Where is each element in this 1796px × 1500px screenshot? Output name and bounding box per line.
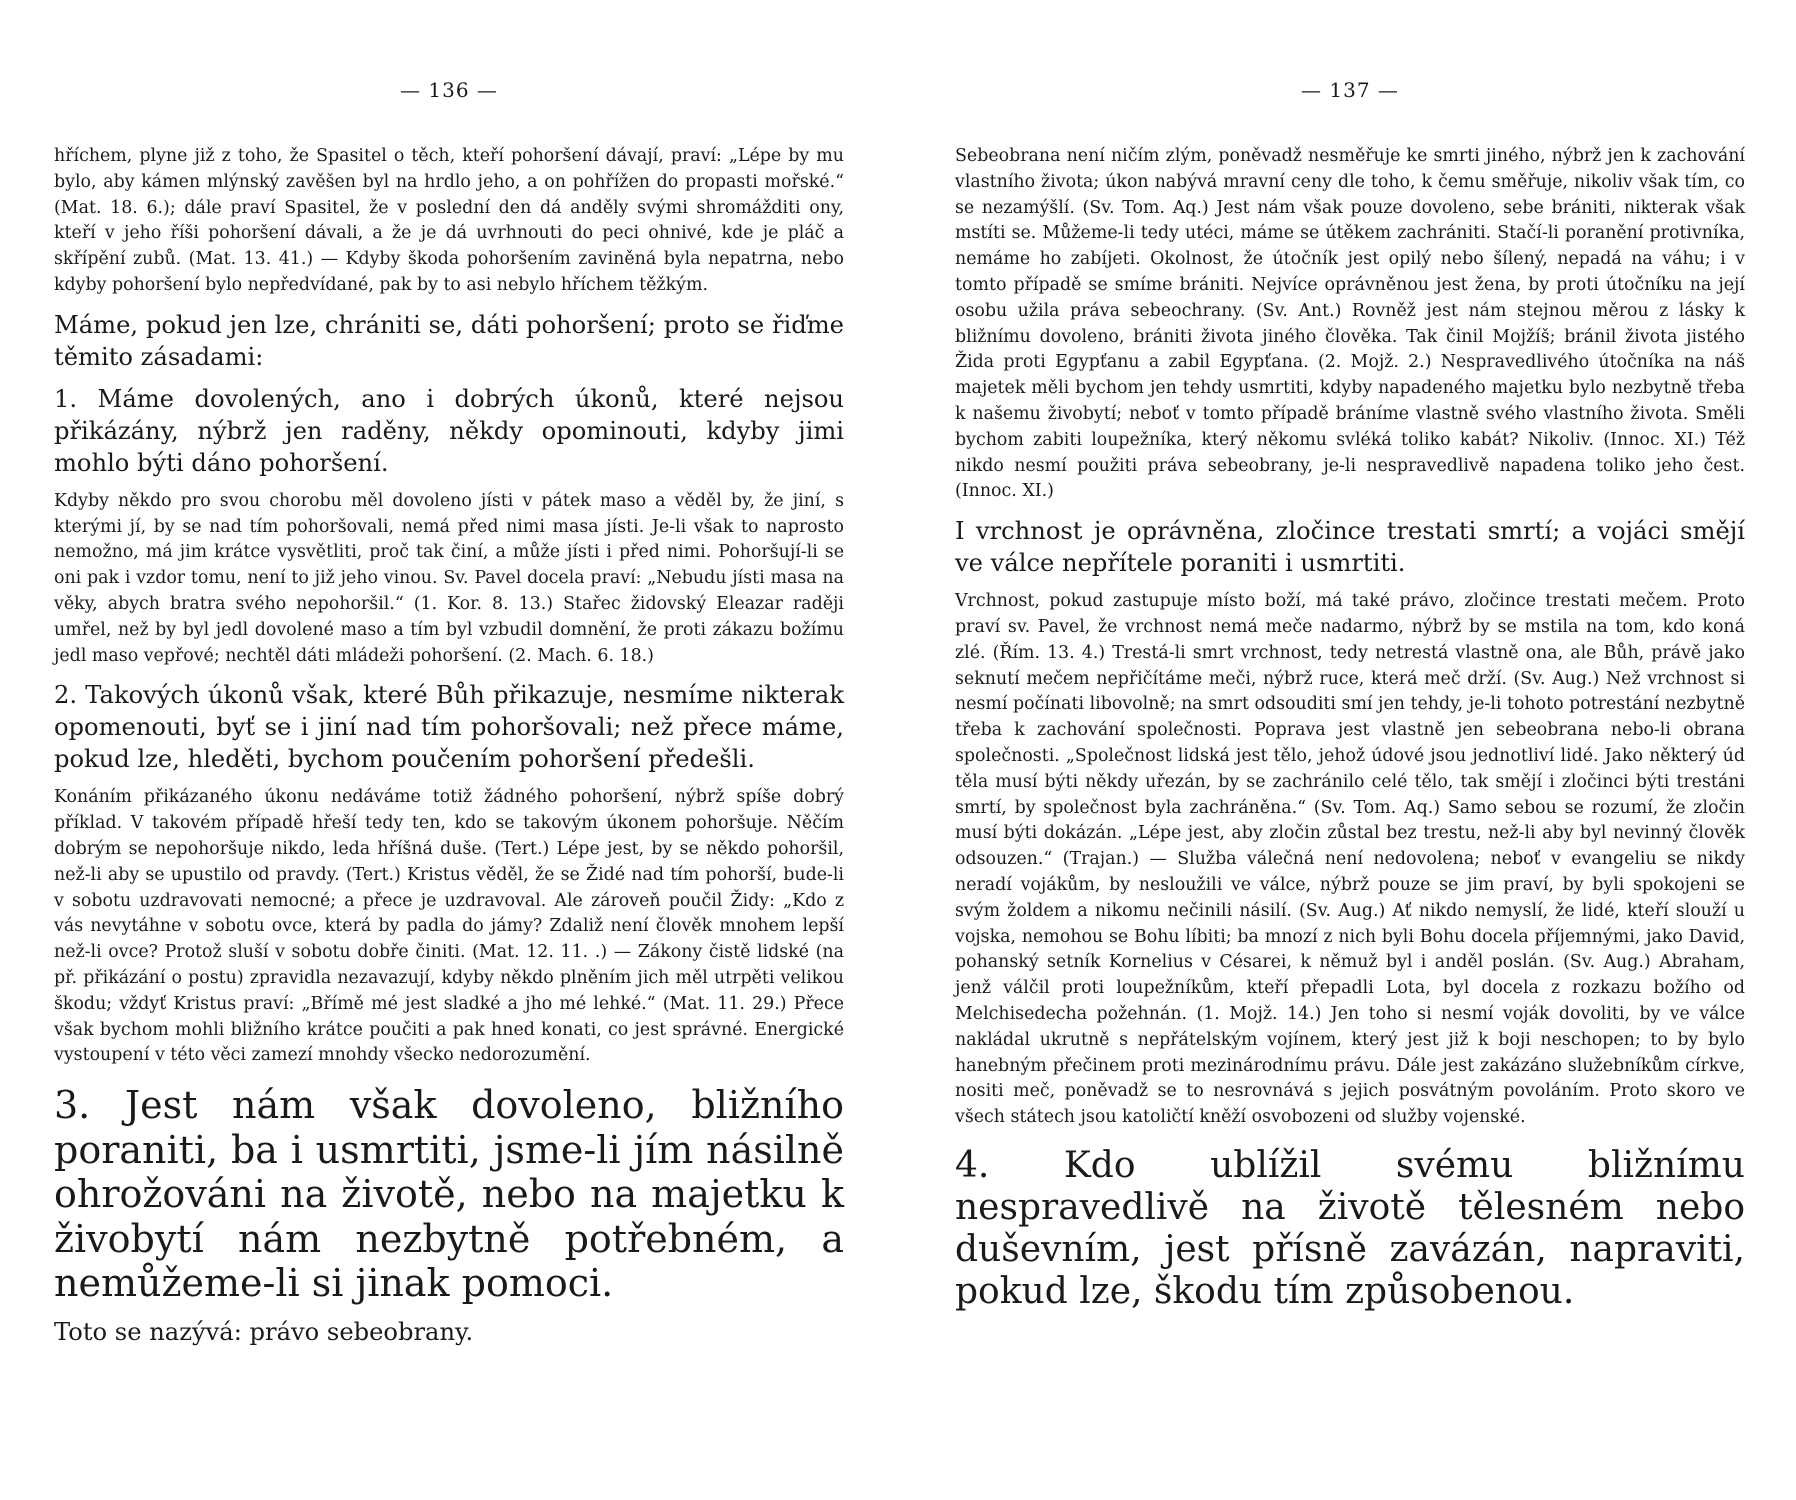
paragraph-left-4: Kdyby někdo pro svou chorobu měl dovoleno jísti v pátek maso a věděl by, že jiní, s kterými jí, by se nad tím pohoršovali, nemá před nimi masa jísti. Je-li však to naprosto nemožno, má jim krátce vysvětliti, proč tak činí, a může jísti i před nimi. Pohoršují-li se oni pak i vzdor tomu, není to již jeho vinou. Sv. Pavel docela praví: „Nebudu jísti masa na věky, abych bratra svého nepohoršil.“ (1. Kor. 8. 13.) Stařec židovský Eleazar raději umřel, než by byl jedl dovolené maso a tím byl vzbudil domnění, že proti zákazu božímu jedl maso vepřové; nechtěl dáti mládeži pohoršení. (2. Mach. 6. 18.)	[54, 490, 844, 666]
paragraph-left-6: Konáním přikázaného úkonu nedáváme totiž žádného pohoršení, nýbrž spíše dobrý příklad. V takovém případě hřeší tedy ten, kdo se takovým úkonem pohoršuje. Něčím dobrým se nepohoršuje nikdo, leda hříšná duše. (Tert.) Lépe jest, by se někdo pohoršil, než-li aby se upustilo od pravdy. (Tert.) Kristus věděl, že se Židé nad tím pohorší, bude-li v sobotu uzdravovati nemocné; a přece je uzdravoval. Ale zároveň poučil Židy: „Kdo z vás nevytáhne v sobotu ovce, která by padla do jámy? Zdaliž není člověk mnohem lepší než-li ovce? Protož sluší v sobotu dobře činiti. (Mat. 12. 11. .) — Zákony čistě lidské (na př. přikázání o postu) zpravidla nezavazují, kdyby někdo plněním jich měl utrpěti velikou škodu; vždyť Kristus praví: „Břímě mé jest sladké a jho mé lehké.“ (Mat. 11. 29.) Přece však bychom mohli bližního krátce poučiti a pak hned konati, co jest správné. Energické vystoupení v této věci zamezí mnohdy všecko nedorozumění.	[54, 787, 844, 1066]
paragraph-right-3: Vrchnost, pokud zastupuje místo boží, má také právo, zločince trestati mečem. Proto praví sv. Pavel, že vrchnost nemá meče nadarmo, nýbrž by se mstila na tom, kdo koná zlé. (Řím. 13. 4.) Trestá-li smrt vrchnost, tedy netrestá vlastně ona, ale Bůh, právě jako seknutí mečem nepřičítáme meči, nýbrž ruce, která meč drží. (Sv. Aug.) Než vrchnost si nesmí počínati libovolně; na smrt odsouditi smí jen tehdy, je-li tohoto potrestání nezbytně třeba k zachování společnosti. Poprava jest vlastně jen sebeobrana nebo-li obrana společnosti. „Společnost lidská jest tělo, jehož údové jsou jednotliví lidé. Jako některý úd těla musí býti někdy uřezán, by se zachránilo celé tělo, tak smějí i zločinci býti trestáni smrtí, by společnost byla zachráněna.“ (Sv. Tom. Aq.) Samo sebou se rozumí, že zločin musí býti dokázán. „Lépe jest, aby zločin zůstal bez trestu, než-li aby byl nevinný člověk odsouzen.“ (Trajan.) — Služba válečná není nedovolena; neboť v evangeliu se nikdy neradí vojákům, by nesloužili ve válce, nýbrž pouze se jim praví, by byli spokojeni se svým žoldem a nikomu nečinili násilí. (Sv. Aug.) Ať nikdo nemyslí, že lidé, kteří slouží u vojska, nemohou se Bohu líbiti; ba mnozí z nich byli Bohu docela příjemnými, jako David, pohanský setník Kornelius v Césarei, k němuž byl i anděl poslán. (Sv. Aug.) Abraham, jenž válčil proti loupežníkům, kteří přepadli Lota, byl docela z rozkazu božího od Melchisedecha požehnán. (1. Mojž. 14.) Jen toho si nesmí voják dovoliti, by ve válce nakládal ukrutně s nepřátelským vojínem, který jest již k boji neschopen; to by bylo hanebným přečinem proti mezinárodnímu právu. Dále jest zakázáno služebníkům církve, nositi meč, poněvadž se to nesrovnává s jejich posvátným povoláním. Proto skoro ve všech státech jsou katoličtí kněží osvobozeni od služby vojenské.	[955, 591, 1745, 1128]
paragraph-left-1: hříchem, plyne již z toho, že Spasitel o těch, kteří pohoršení dávají, praví: „Lépe by mu bylo, aby kámen mlýnský zavěšen byl na hrdlo jeho, a on pohřížen do propasti mořské.“ (Mat. 18. 6.); dále praví Spasitel, že v poslední den dá anděly svými shromážditi ony, kteří v jeho říši pohoršení dávali, a že je dá uvrhnouti do peci ohnivé, kde je pláč a skřípění zubů. (Mat. 13. 41.) — Kdyby škoda pohoršením zaviněná byla nepatrna, nebo kdyby pohoršení bylo nepředvídané, pak by to asi nebylo hříchem těžkým.	[54, 146, 844, 295]
paragraph-right-2: I vrchnost je oprávněna, zločince trestati smrtí; a vojáci smějí ve válce nepřítele poraniti i usmrtiti.	[955, 517, 1745, 578]
paragraph-right-1: Sebeobrana není ničím zlým, poněvadž nesměřuje ke smrti jiného, nýbrž jen k zachování vlastního života; úkon nabývá mravní ceny dle toho, k čemu směřuje, nikoliv však tím, co se nezamýšlí. (Sv. Tom. Aq.) Jest nám však pouze dovoleno, sebe brániti, nikterak však mstíti se. Můžeme-li tedy utéci, máme se útěkem zachrániti. Stačí-li poranění protivníka, nemáme ho zabíjeti. Okolnost, že útočník jest opilý nebo šílený, nepadá na váhu; i v tomto případě se smíme brániti. Nejvíce oprávněnou jest žena, by proti útočníku na její osobu užila práva sebeochrany. (Sv. Ant.) Rovněž jest nám stejnou měrou z lásky k bližnímu dovoleno, brániti života jiného člověka. Tak činil Mojžíš; bránil života jistého Žida proti Egypťanu a zabil Egypťana. (2. Mojž. 2.) Nespravedlivého útočníka na náš majetek měli bychom jen tehdy usmrtiti, kdyby napadeného majetku bylo nezbytně třeba k našemu živobytí; neboť v tomto případě bráníme vlastně svého vlastního života. Směli bychom zabiti loupežníka, který někomu svléká toliko kabát? Nikoliv. (Innoc. XI.) Též nikdo nesmí použiti práva sebeobrany, je-li nespravedlivě napadena toliko jeho čest. (Innoc. XI.)	[955, 146, 1745, 502]
paragraph-left-5: 2. Takových úkonů však, které Bůh přikazuje, nesmíme nikterak opomenouti, byť se i jiní nad tím pohoršovali; než přece máme, pokud lze, hleděti, bychom poučením pohoršení předešli.	[54, 681, 844, 774]
left-page	[54, 0, 844, 1500]
right-page	[955, 0, 1745, 1500]
heading-right-rule-4: 4. Kdo ublížil svému bližnímu nespravedlivě na životě tělesném nebo duševním, jest přísně zavázán, napraviti, pokud lze, škodu tím způsobenou.	[955, 1144, 1745, 1312]
page-number-left: — 136 —	[400, 78, 498, 102]
paragraph-left-2: Máme, pokud jen lze, chrániti se, dáti pohoršení; proto se řiďme těmito zásadami:	[54, 310, 844, 371]
paragraph-left-3: 1. Máme dovolených, ano i dobrých úkonů, které nejsou přikázány, nýbrž jen raděny, někdy opominouti, kdyby jimi mohlo býti dáno pohoršení.	[54, 384, 844, 477]
heading-left-rule-3: 3. Jest nám však dovoleno, bližního poraniti, ba i usmrtiti, jsme-li jím násilně ohrožováni na životě, nebo na majetku k živobytí nám nezbytně potřebném, a nemůžeme-li si jinak pomoci.	[54, 1083, 844, 1306]
page-number-right: — 137 —	[1301, 78, 1399, 102]
paragraph-left-8: Toto se nazývá: právo sebeobrany.	[54, 1317, 474, 1346]
